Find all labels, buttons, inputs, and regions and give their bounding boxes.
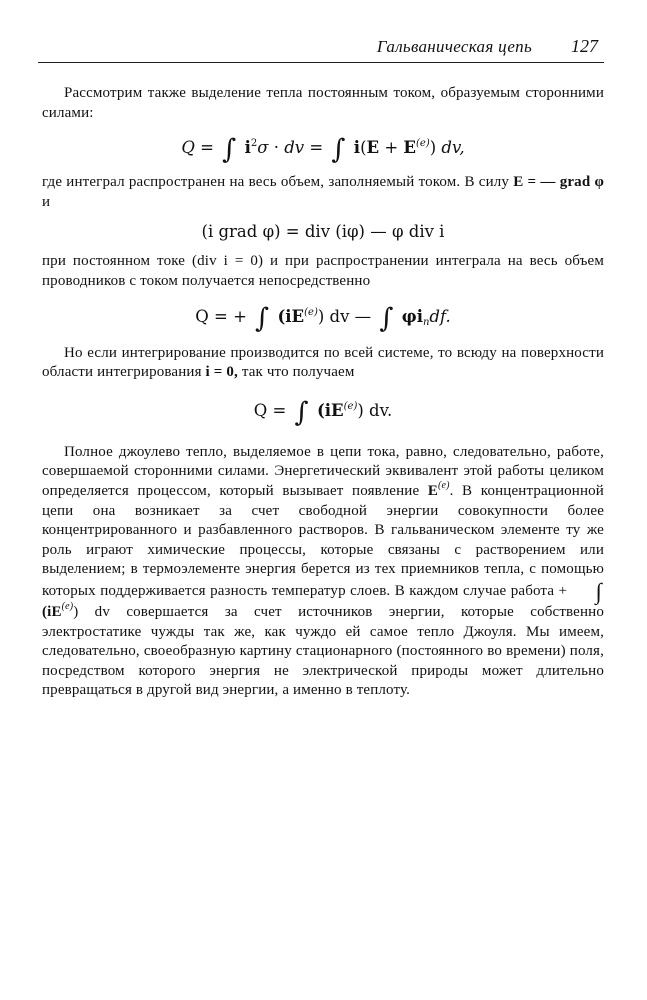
running-title: Гальваническая цепь: [376, 37, 532, 56]
integral-sign: ∫: [222, 134, 237, 166]
paragraph-2: где интеграл распространен на весь объем, заполняемый током. В силу E = — grad φ и: [42, 174, 604, 210]
equation-heat-final: Q = ∫ $(iE^{(e)})$ dv.: [253, 396, 393, 428]
integral-sign: ∫: [255, 302, 270, 334]
equation-heat-split: Q = + ∫ $(iE^{(e)})$ dv — ∫ $\varphi i_ndf$.: [195, 302, 451, 334]
integral-sign: ∫: [595, 578, 602, 604]
equation-grad-identity: (i grad φ) = div (iφ) — φ div i: [201, 222, 445, 242]
paragraph-5: Полное джоулево тепло, выделяемое в цепи тока, равно, следовательно, работе, совершаемой сторонними силами. Энергетический эквивалент этой работы целиком определяется процессом, который вызывает появление $E^{(e)}$. В концентрационной цепи она возникает за счет свободной энергии совокупности более концентрированного и разбавленного растворов. В гальваническом элементе ту же роль играют химические процессы, которые связаны с растворением или выделением; в термоэлементе энергия берется из тех приемников тепла, с помощью которых поддерживается разность температур слоев. В каждом случае работа + ∫ $(iE^{(e)})$ dv совершается за счет источников энергии, которые собственно электростатике чужды так же, как чуждо ей самое тепло Джоуля. Мы имеем, следовательно, своеобразную картину стационарного (постоянного во времени) поля, посредством которого энергия не электрической природы может длительно превращаться в другой вид энергии, а именно в теплоту.: [42, 443, 604, 699]
integral-sign: ∫: [331, 134, 346, 166]
page-header: [38, 36, 604, 63]
paragraph-3: при постоянном токе (div i = 0) и при распространении интеграла на весь объем проводников с током получается непосредственно: [42, 253, 604, 289]
page-body: [42, 84, 604, 701]
paragraph-4: Но если интегрирование производится по всей системе, то всюду на поверхности области интегрирования i = 0, так что получаем: [42, 344, 604, 381]
equation-heat-total: Q = ∫ $i^2\sigma$ · dv = ∫ $i(E + E^{(e)})$ dv,: [181, 134, 465, 166]
page-number: 127: [571, 36, 598, 56]
paragraph-1: Рассмотрим также выделение тепла постоянным током, образуемым сторонними силами:: [42, 85, 604, 121]
integral-sign: ∫: [379, 302, 394, 334]
integral-sign: ∫: [294, 396, 309, 428]
